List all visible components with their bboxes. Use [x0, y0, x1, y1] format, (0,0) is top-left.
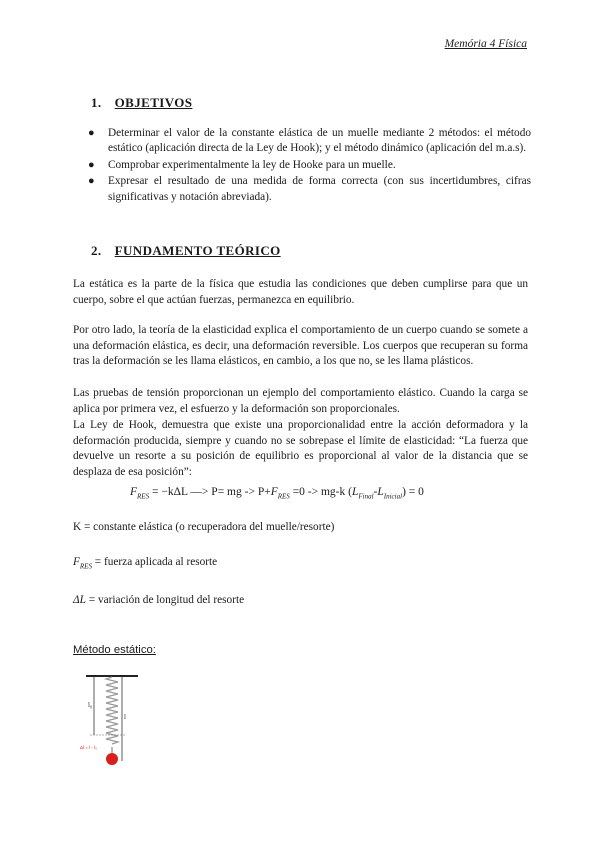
list-item: ● Determinar el valor de la constante elástica de un muelle mediante 2 métodos: el método estático (aplicación directa de la Ley de Hook); y el método dinámico (aplicación del m.a.s). [88, 127, 531, 155]
spring-diagram [82, 673, 142, 773]
hooke-formula: $F_{RES} = -k\Delta L$ —> P= mg -> $P+F_{RES} =0 -> mg-k$ $(L_{Final}-L_{Inicial}) = 0$ [130, 486, 424, 501]
static-method-label: Método estático: [73, 644, 156, 656]
paragraph-hooke: La Ley de Hook, demuestra que existe una proporcionalidad entre la acción deformadora y la deformación producida, siempre y cuando no se sobrepase el límite de elasticidad: “La fuerza que devuelve un resorte a su posición de equilibrio es proporcional al valor de la distancia que se desplaza de esa posición”: [73, 419, 528, 478]
objectives-list [86, 126, 531, 206]
paragraph-tension: Las pruebas de tensión proporcionan un ejemplo del comportamiento elástico. Cuando la carga se aplica por primera vez, el esfuerzo y la deformación son proporcionales. [73, 387, 528, 415]
definition-f: $F_{RES}$ = fuerza aplicada al resorte [73, 556, 218, 571]
spring-coil [106, 677, 118, 744]
l-label: l [124, 713, 126, 721]
bullet-icon: ● [88, 158, 95, 171]
section-1-heading [91, 95, 192, 111]
list-item: ● Expresar el resultado de una medida de forma correcta (con sus incertidumbres, cifras significativas y notación abreviada). [88, 175, 531, 203]
l0-label: l₀ [88, 701, 93, 709]
hanging-mass [106, 753, 118, 765]
definition-delta-l: ΔL = variación de longitud del resorte [73, 594, 245, 606]
paragraph-elasticity: Por otro lado, la teoría de la elasticidad explica el comportamiento de un cuerpo cuando se somete a una deformación elástica, es decir, una deformación reversible. Los cuerpos que recuperan su forma tras la deformación se les llama elásticos, en cambio, a los que no, se les llama plásticos. [73, 324, 528, 368]
bullet-icon: ● [88, 175, 95, 188]
list-item: ● Comprobar experimentalmente la ley de Hooke para un muelle. [86, 158, 531, 173]
running-header: Memória 4 Física [444, 38, 527, 50]
definition-k: K = constante elástica (o recuperadora del muelle/resorte) [73, 521, 335, 533]
section-2-number: 2. [91, 243, 102, 258]
section-1-number: 1. [91, 95, 102, 110]
paragraph-statics: La estática es la parte de la física que estudia las condiciones que deben cumplirse para que un cuerpo, sobre el que actúan fuerzas, permanezca en equilibrio. [73, 278, 528, 306]
bullet-icon: ● [88, 127, 95, 139]
delta-l-label: Δl = l - l₀ [80, 745, 98, 750]
section-2-title: FUNDAMENTO TEÓRICO [114, 243, 281, 258]
section-1-title: OBJETIVOS [114, 95, 193, 110]
section-2-heading [91, 243, 281, 259]
